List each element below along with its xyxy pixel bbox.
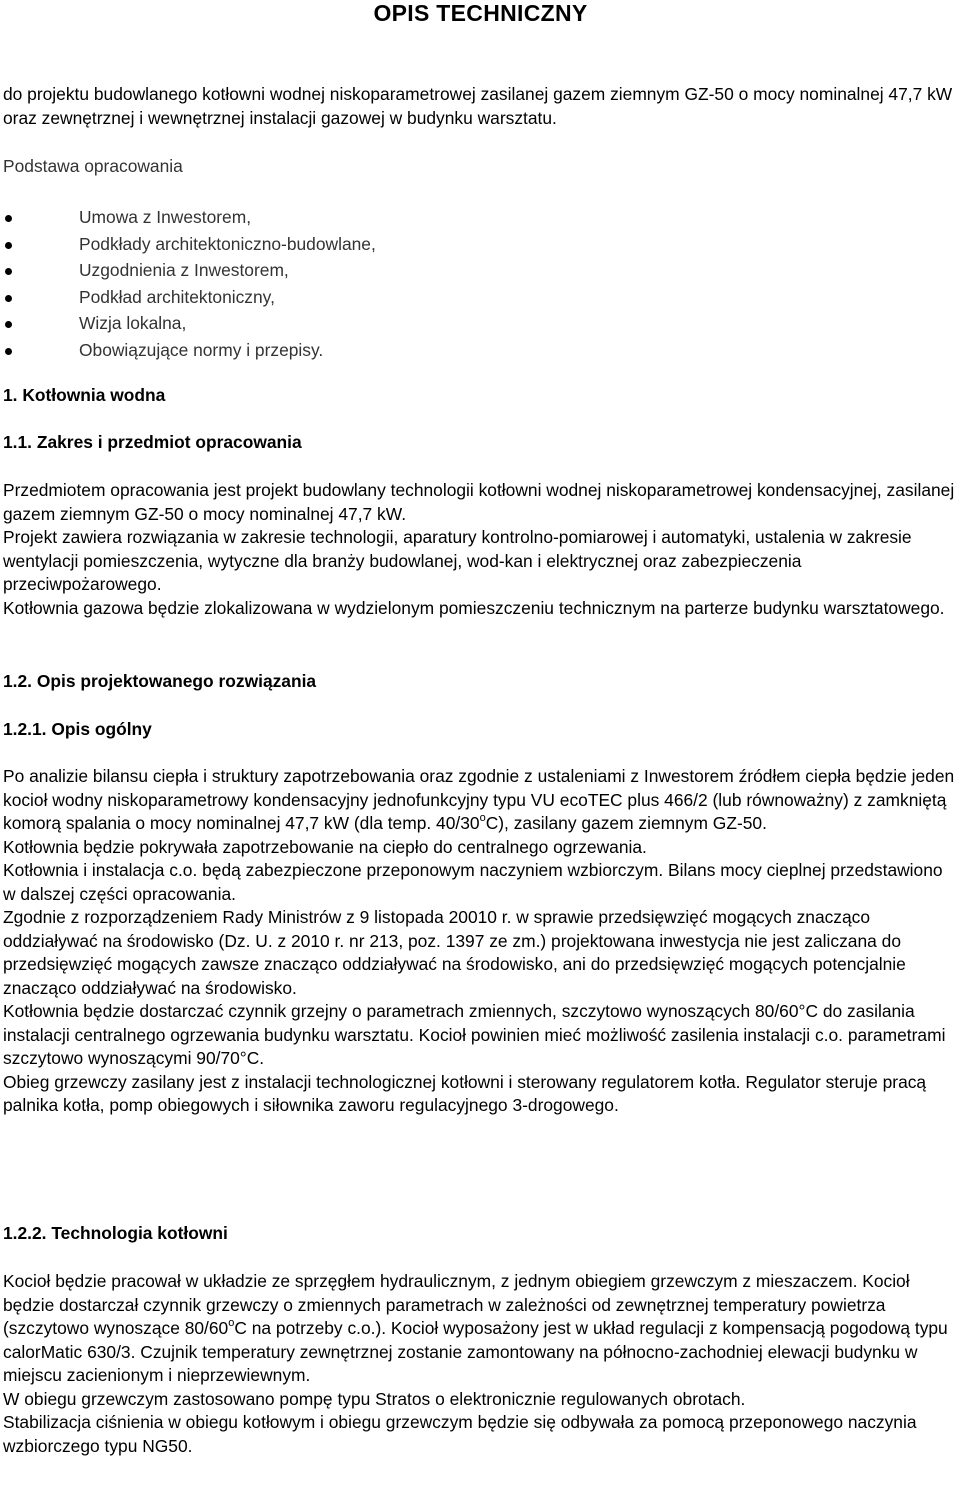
paragraph: Kotłownia gazowa będzie zlokalizowana w wydzielonym pomieszczeniu technicznym na parterze budynku warsztatowego. xyxy=(3,597,945,618)
list-item: Obowiązujące normy i przepisy. xyxy=(3,337,376,364)
paragraph: Kotłownia będzie dostarczać czynnik grzejny o parametrach zmiennych, szczytowo wynoszących 80/60°C do zasilania instalacji centralnego ogrzewania budynku warsztatu. Kocioł powinien mieć możliwość zasilenia instalacji c.o. parametrami szczytowo wynoszącymi 90/70°C. xyxy=(3,1001,946,1068)
section-1-heading: 1. Kotłownia wodna xyxy=(3,385,166,405)
list-item: Wizja lokalna, xyxy=(3,310,376,337)
paragraph: Obieg grzewczy zasilany jest z instalacji technologicznej kotłowni i sterowany regulatorem kotła. Regulator steruje pracą palnika kotła, pomp obiegowych i siłownika zaworu regulacyjnego 3-drogowego. xyxy=(3,1071,927,1115)
section-1-1-heading: 1.1. Zakres i przedmiot opracowania xyxy=(3,432,302,452)
list-item: Uzgodnienia z Inwestorem, xyxy=(3,257,376,284)
paragraph: Kotłownia będzie pokrywała zapotrzebowanie na ciepło do centralnego ogrzewania. xyxy=(3,836,647,857)
section-1-2-2-heading: 1.2.2. Technologia kotłowni xyxy=(3,1223,228,1243)
paragraph: Po analizie bilansu ciepła i struktury zapotrzebowania oraz zgodnie z ustaleniami z Inwestorem źródłem ciepła będzie jeden kocioł wodny niskoparametrowy kondensacyjny jednofunkcyjny typu VU ecoTEC plus 466/2 (lub równoważny) z zamkniętą komorą spalania o mocy nominalnej 47,7 kW (dla temp. 40/30$^o$C), zasilany gazem ziemnym GZ-50. xyxy=(3,766,955,833)
intro-paragraph: do projektu budowlanego kotłowni wodnej niskoparametrowej zasilanej gazem ziemnym GZ-50 o mocy nominalnej 47,7 kW oraz zewnętrznej i wewnętrznej instalacji gazowej w budynku warsztatu. xyxy=(3,84,953,128)
paragraph: Stabilizacja ciśnienia w obiegu kotłowym i obiegu grzewczym będzie się odbywała za pomocą przeponowego naczynia wzbiorczego typu NG50. xyxy=(3,1412,917,1456)
section-1-2-2-body xyxy=(3,1270,958,1458)
paragraph: Projekt zawiera rozwiązania w zakresie technologii, aparatury kontrolno-pomiarowej i automatyki, ustalenia w zakresie wentylacji pomieszczenia, wytyczne dla branży budowlanej, wod-kan i elektrycznej oraz zabezpieczenia przeciwpożarowego. xyxy=(3,527,912,594)
paragraph: Przedmiotem opracowania jest projekt budowlany technologii kotłowni wodnej niskoparametrowej kondensacyjnej, zasilanej gazem ziemnym GZ-50 o mocy nominalnej 47,7 kW. xyxy=(3,480,955,524)
section-1-2-1-heading: 1.2.1. Opis ogólny xyxy=(3,719,152,739)
paragraph: Kocioł będzie pracował w układzie ze sprzęgłem hydraulicznym, z jednym obiegiem grzewczym z mieszaczem. Kocioł będzie dostarczał czynnik grzewczy o zmiennych parametrach w zależności od zewnętrznej temperatury powietrza (szczytowo wynoszące 80/60$^o$C na potrzeby c.o.). Kocioł wyposażony jest w układ regulacji z kompensacją pogodową typu calorMatic 630/3. Czujnik temperatury zewnętrznej zostanie zamontowany na północno-zachodniej elewacji budynku w miejscu zacienionym i nieprzewiewnym. xyxy=(3,1271,948,1385)
list-item: Podkład architektoniczny, xyxy=(3,284,376,311)
document-title: OPIS TECHNICZNY xyxy=(373,0,588,26)
list-item: Podkłady architektoniczno-budowlane, xyxy=(3,231,376,258)
section-1-1-body xyxy=(3,479,958,620)
document-page xyxy=(3,0,958,1456)
list-item: Umowa z Inwestorem, xyxy=(3,204,376,231)
paragraph: W obiegu grzewczym zastosowano pompę typu Stratos o elektronicznie regulowanych obrotach. xyxy=(3,1388,746,1409)
section-1-2-heading: 1.2. Opis projektowanego rozwiązania xyxy=(3,671,317,691)
paragraph: Zgodnie z rozporządzeniem Rady Ministrów z 9 listopada 20010 r. w sprawie przedsięwzięć mogących znacząco oddziaływać na środowisko (Dz. U. z 2010 r. nr 213, poz. 1397 ze zm.) projektowana inwestycja nie jest zaliczana do przedsięwzięć mogących zawsze znacząco oddziaływać na środowisko, ani do przedsięwzięć mogących potencjalnie znacząco oddziaływać na środowisko. xyxy=(3,907,906,998)
basis-list xyxy=(3,204,376,363)
section-1-2-1-body xyxy=(3,765,958,1118)
basis-heading: Podstawa opracowania xyxy=(3,156,183,176)
paragraph: Kotłownia i instalacja c.o. będą zabezpieczone przeponowym naczyniem wzbiorczym. Bilans mocy cieplnej przedstawiono w dalszej części opracowania. xyxy=(3,860,943,904)
